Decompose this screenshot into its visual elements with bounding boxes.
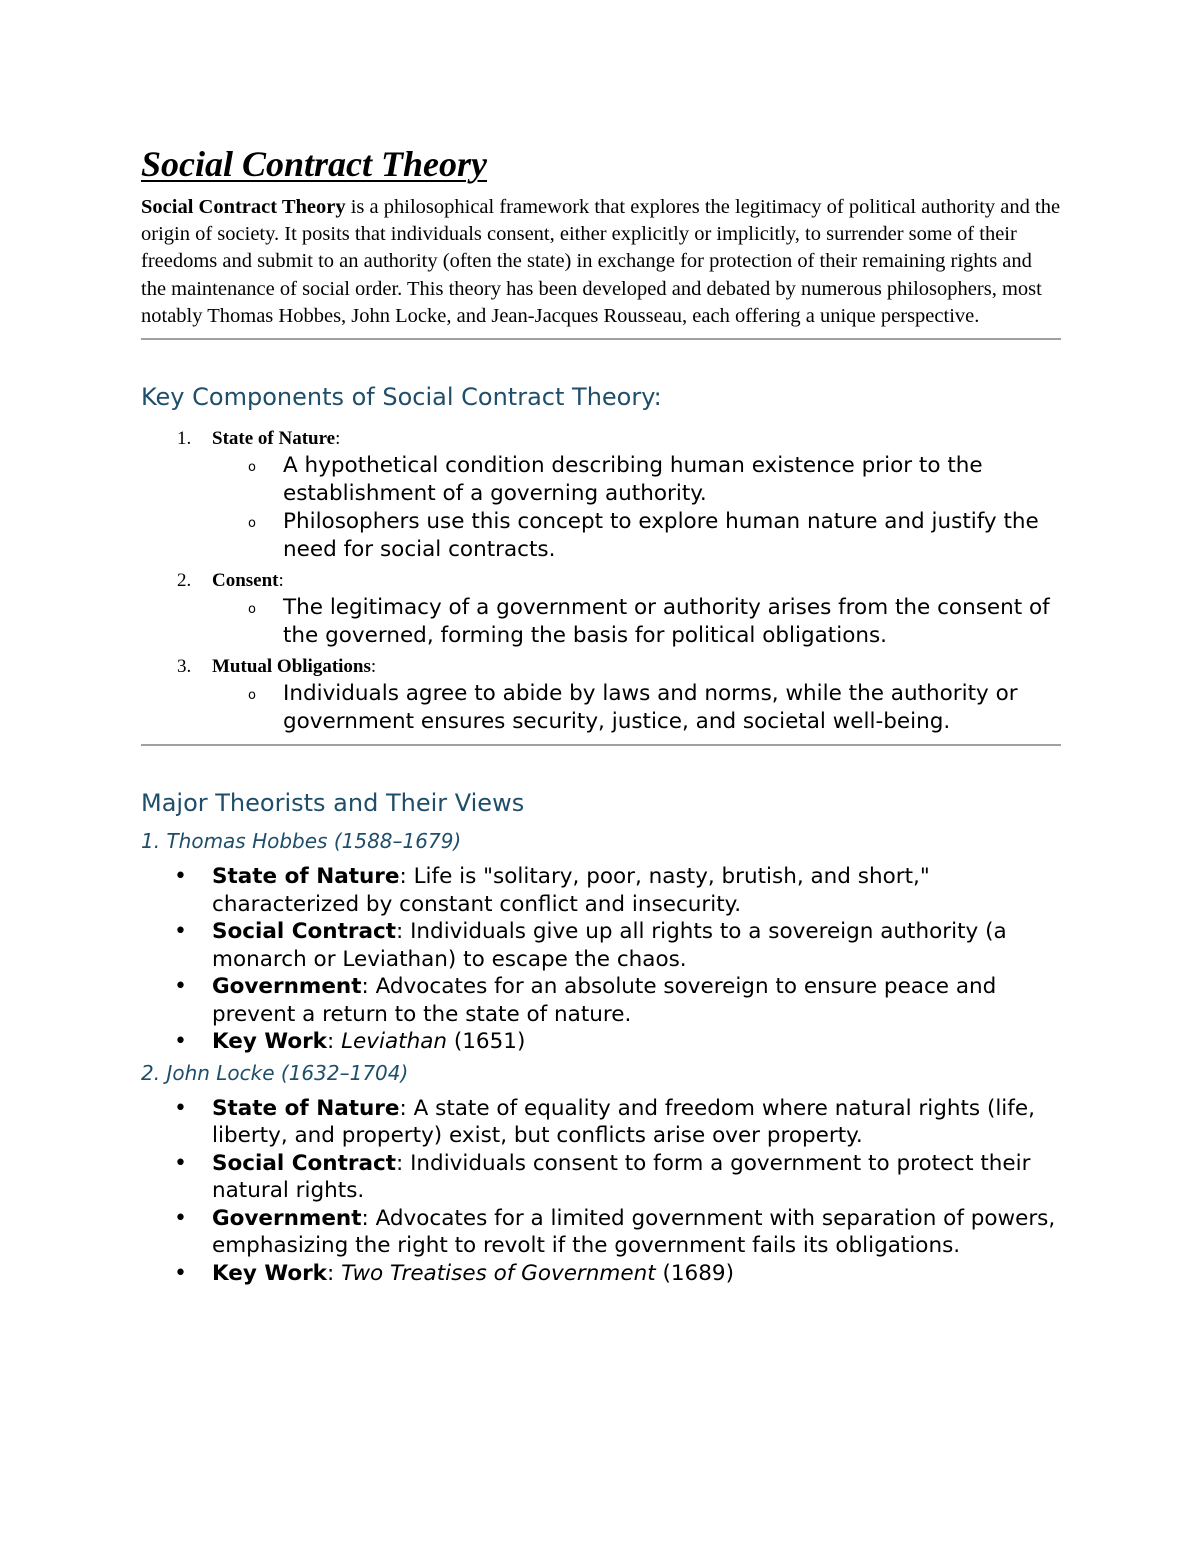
key-work-year: (1651) [447,1029,526,1055]
component-term: Consent [212,570,279,592]
bullet-icon: • [174,1260,187,1286]
intro-paragraph [141,194,1061,330]
key-work-title: Two Treatises of Government [341,1260,656,1286]
point-term: Social Contract [212,919,396,945]
key-work-title: Leviathan [341,1029,448,1055]
sub-list [212,452,1061,564]
bullet-icon: • [174,864,187,890]
circle-bullet-icon: o [248,460,256,476]
list-item [141,653,1061,736]
point-term: State of Nature [212,864,400,890]
bullet-icon: • [174,1029,187,1055]
circle-bullet-icon: o [248,688,256,704]
list-item [141,863,1061,918]
bullet-icon: • [174,1150,187,1176]
point-term: Government [212,974,362,1000]
point-text: A hypothetical condition describing human existence prior to the establishment of a governing authority. [283,453,983,507]
theorists-heading: Major Theorists and Their Views [141,789,525,818]
key-work-sep: : [327,1029,342,1055]
bullet-icon: • [174,1205,187,1231]
point-text: : Advocates for a limited government with separation of powers, emphasizing the right to revolt if the government fails its obligations. [212,1205,1056,1259]
document-page [141,140,1061,1287]
divider [141,744,1061,746]
key-work-term: Key Work [212,1029,327,1055]
key-work-term: Key Work [212,1260,327,1286]
list-item [141,567,1061,650]
key-components-list [141,425,1061,736]
key-components-heading: Key Components of Social Contract Theory: [141,383,662,412]
list-item [141,1095,1061,1150]
point-term: State of Nature [212,1095,400,1121]
point-term: Government [212,1205,362,1231]
hobbes-list [141,863,1061,1056]
bullet-icon: • [174,974,187,1000]
circle-bullet-icon: o [248,516,256,532]
list-item [141,1205,1061,1260]
bullet-icon: • [174,919,187,945]
point-text: : Individuals consent to form a government to protect their natural rights. [212,1150,1031,1204]
list-number: 1. [177,428,192,450]
list-number: 2. [177,570,192,592]
component-term: State of Nature [212,428,336,450]
intro-text: is a philosophical framework that explores the legitimacy of political authority and the origin of society. It posits that individuals consent, either explicitly or implicitly, to surrender some of their freedoms and submit to an authority (often the state) in exchange for protection of their remaining rights and the maintenance of social order. This theory has been developed and debated by numerous philosophers, most notably Thomas Hobbes, John Locke, and Jean-Jacques Rousseau, each offering a unique perspective. [141,196,1061,327]
key-work-sep: : [327,1260,342,1286]
list-item [141,973,1061,1028]
list-item [212,508,1061,564]
point-text: : Advocates for an absolute sovereign to ensure peace and prevent a return to the state of nature. [212,974,997,1027]
component-colon: : [370,656,377,678]
divider [141,338,1061,340]
list-item [141,1260,1061,1288]
document-title: Social Contract Theory [141,144,488,184]
key-work-year: (1689) [655,1260,734,1286]
list-item [141,918,1061,973]
point-text: The legitimacy of a government or authority arises from the consent of the governed, forming the basis for political obligations. [283,595,1050,649]
locke-list [141,1095,1061,1288]
component-colon: : [335,428,341,450]
circle-bullet-icon: o [248,602,256,618]
component-colon: : [278,570,284,592]
intro-lead: Social Contract Theory [141,196,346,218]
list-number: 3. [177,656,192,678]
list-item [141,1028,1061,1056]
point-text: : A state of equality and freedom where natural rights (life, liberty, and property) exist, but conflicts arise over property. [212,1095,1035,1149]
sub-list [212,680,1061,736]
sub-list [212,594,1061,650]
point-text: : Individuals give up all rights to a sovereign authority (a monarch or Leviathan) to escape the chaos. [212,919,1007,972]
list-item [212,680,1061,736]
list-item [212,452,1061,508]
point-text: Individuals agree to abide by laws and norms, while the authority or government ensures security, justice, and societal well-being. [283,681,1018,735]
point-text: : Life is "solitary, poor, nasty, brutish, and short," characterized by constant conflict and insecurity. [212,864,930,917]
hobbes-heading: 1. Thomas Hobbes (1588–1679) [141,829,462,854]
locke-heading: 2. John Locke (1632–1704) [141,1060,409,1085]
bullet-icon: • [174,1095,187,1121]
list-item [212,594,1061,650]
list-item [141,425,1061,564]
point-term: Social Contract [212,1150,396,1176]
list-item [141,1150,1061,1205]
point-text: Philosophers use this concept to explore human nature and justify the need for social contracts. [283,509,1039,563]
component-term: Mutual Obligations [212,656,371,678]
